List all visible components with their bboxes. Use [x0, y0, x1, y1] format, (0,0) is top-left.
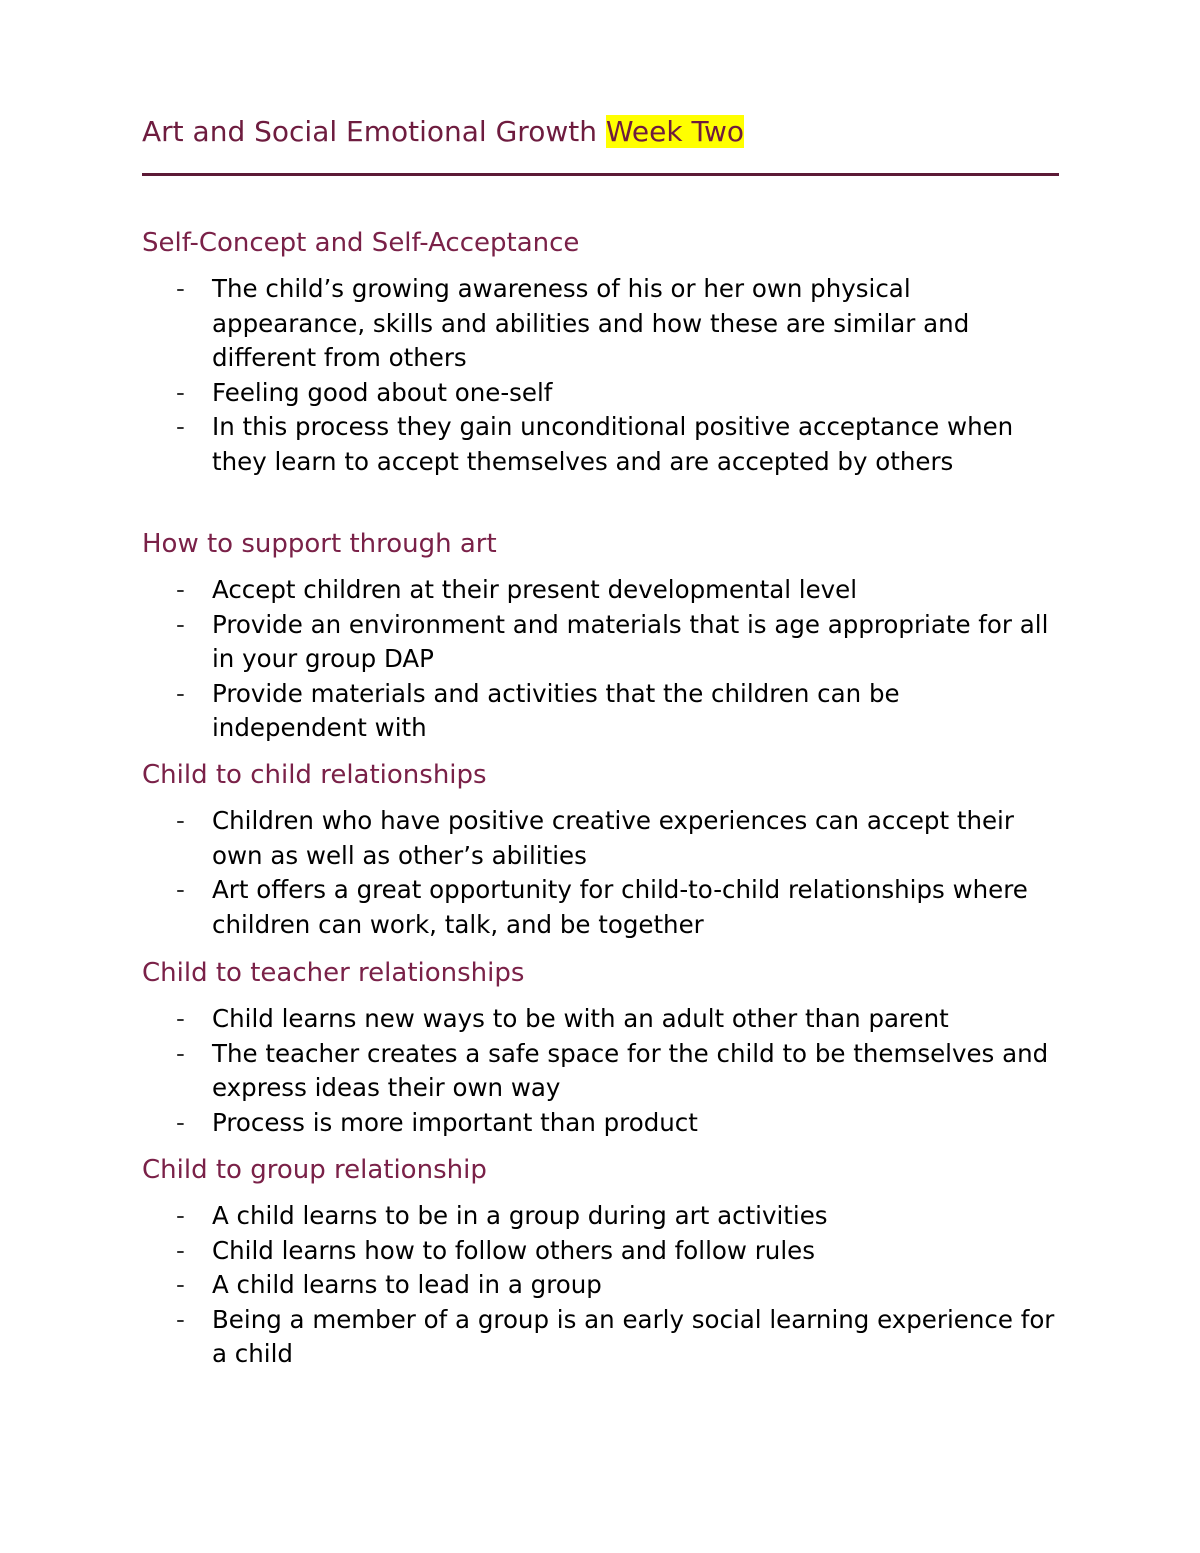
list-item-text: The teacher creates a safe space for the child to be themselves and express ideas their own way — [212, 1038, 1049, 1102]
list-item — [142, 1199, 1062, 1234]
list-item — [142, 1268, 1062, 1303]
section-child-to-teacher — [142, 956, 1062, 1140]
bullet-list — [142, 272, 1062, 479]
list-item — [142, 410, 1062, 479]
list-item-text: In this process they gain unconditional positive acceptance when they learn to accept themselves and are accepted by others — [212, 412, 1014, 476]
bullet-list — [142, 1199, 1062, 1372]
bullet-dash: - — [176, 1270, 185, 1299]
title-underline-rule — [142, 173, 1059, 176]
list-item-text: Child learns how to follow others and follow rules — [212, 1235, 815, 1265]
bullet-dash: - — [176, 1201, 185, 1230]
title-main: Art and Social Emotional Growth — [142, 115, 597, 148]
list-item-text: Feeling good about one-self — [212, 377, 553, 407]
list-item — [142, 804, 1062, 873]
section-child-to-child — [142, 758, 1062, 942]
document-title — [142, 113, 744, 151]
bullet-dash: - — [176, 678, 185, 708]
bullet-list — [142, 573, 1062, 746]
bullet-dash: - — [176, 1107, 185, 1137]
bullet-dash: - — [176, 875, 185, 904]
section-heading: Self-Concept and Self-Acceptance — [142, 228, 580, 258]
section-heading: Child to group relationship — [142, 1155, 487, 1185]
list-item-text: Provide an environment and materials that is age appropriate for all in your group DAP — [212, 609, 1049, 673]
list-item-text: Accept children at their present developmental level — [212, 575, 858, 604]
bullet-dash: - — [176, 274, 185, 303]
bullet-list — [142, 1002, 1062, 1140]
bullet-dash: - — [176, 377, 185, 407]
bullet-list — [142, 804, 1062, 942]
list-item — [142, 1234, 1062, 1269]
list-item — [142, 1037, 1062, 1106]
list-item-text: Children who have positive creative experiences can accept their own as well as other’s abilities — [212, 806, 1014, 870]
list-item-text: Child learns new ways to be with an adult other than parent — [212, 1004, 949, 1033]
list-item-text: Art offers a great opportunity for child-to-child relationships where children can work, talk, and be together — [212, 875, 1028, 939]
list-item — [142, 272, 1062, 376]
list-item — [142, 608, 1062, 677]
list-item — [142, 1106, 1062, 1141]
list-item-text: A child learns to be in a group during art activities — [212, 1201, 828, 1230]
section-child-to-group — [142, 1153, 1062, 1372]
bullet-dash: - — [176, 806, 185, 835]
bullet-dash: - — [176, 609, 185, 639]
bullet-dash: - — [176, 1038, 185, 1068]
section-heading: Child to child relationships — [142, 760, 487, 790]
section-heading: How to support through art — [142, 529, 497, 559]
list-item — [142, 677, 1062, 746]
section-heading: Child to teacher relationships — [142, 958, 525, 988]
section-support-through-art — [142, 527, 1062, 746]
list-item — [142, 873, 1062, 942]
list-item — [142, 573, 1062, 608]
bullet-dash: - — [176, 1304, 185, 1334]
bullet-dash: - — [176, 1235, 185, 1265]
list-item — [142, 1303, 1062, 1372]
section-self-concept — [142, 226, 1062, 479]
list-item-text: Provide materials and activities that the children can be independent with — [212, 678, 900, 742]
title-highlight: Week Two — [605, 115, 744, 148]
list-item-text: A child learns to lead in a group — [212, 1270, 602, 1299]
list-item — [142, 376, 1062, 411]
list-item — [142, 1002, 1062, 1037]
bullet-dash: - — [176, 575, 185, 604]
list-item-text: Process is more important than product — [212, 1107, 698, 1137]
bullet-dash: - — [176, 412, 185, 441]
list-item-text: The child’s growing awareness of his or her own physical appearance, skills and abilities and how these are similar and different from others — [212, 274, 970, 372]
list-item-text: Being a member of a group is an early social learning experience for a child — [212, 1304, 1055, 1368]
bullet-dash: - — [176, 1004, 185, 1033]
